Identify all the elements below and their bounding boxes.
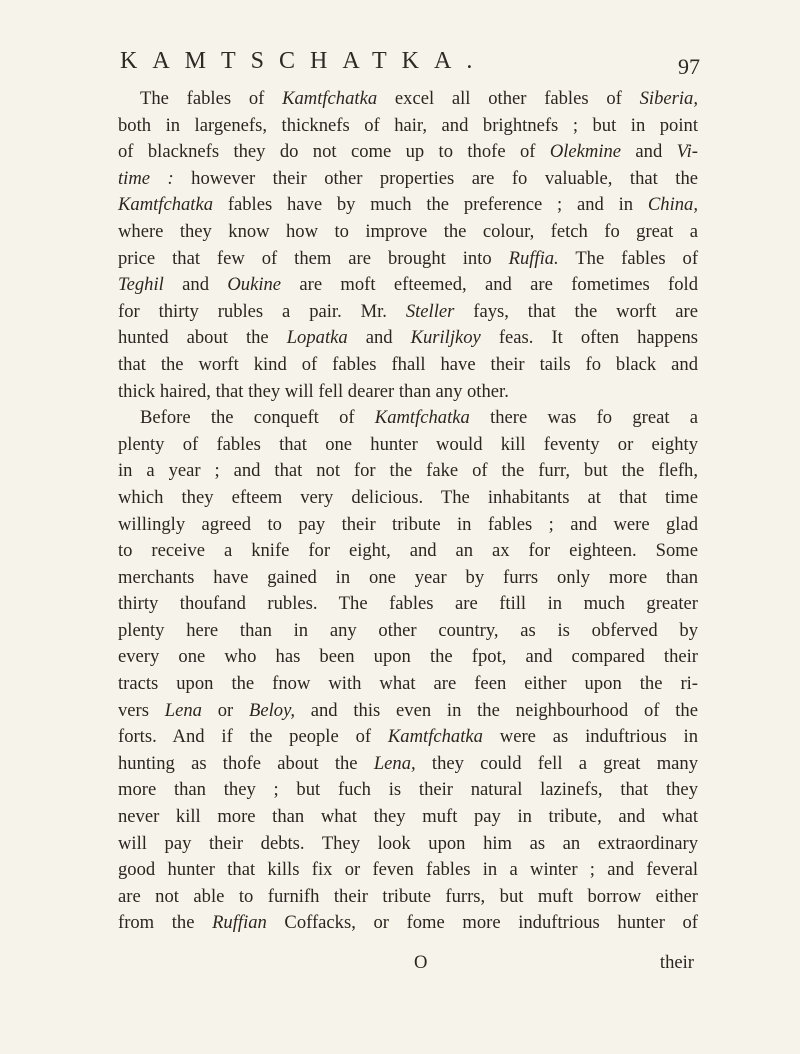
italic-text: Kamtfchatka: [374, 407, 470, 429]
italic-text: Ruffia.: [508, 247, 559, 269]
text-run: good hunter that kills fix or feven fables in a winter ; and feveral: [118, 859, 698, 881]
text-run: which they efteem very delicious. The inhabitants at that time: [118, 486, 698, 508]
text-run: there was fo great a: [469, 407, 698, 429]
text-run: hunted about the: [118, 327, 287, 349]
text-run: however their other properties are fo valuable, that the: [173, 167, 699, 189]
text-line: [118, 671, 698, 698]
text-run: fables have by much the preference ; and in: [213, 194, 648, 216]
text-line: [118, 618, 698, 645]
text-line: [118, 512, 698, 539]
text-run: hunting as thofe about the: [118, 752, 374, 774]
text-run: where they know how to improve the colour, fetch fo great a: [118, 220, 698, 242]
text-line: [118, 272, 698, 299]
text-line: [118, 724, 698, 751]
italic-text: Kamtfchatka: [387, 726, 483, 748]
text-line: [118, 325, 698, 352]
text-run: vers: [118, 699, 165, 721]
text-run: of blacknefs they do not come up to thofe of: [118, 141, 550, 163]
text-run: willingly agreed to pay their tribute in fables ; and were glad: [118, 513, 698, 535]
text-run: The fables of: [558, 247, 699, 269]
text-run: every one who has been upon the fpot, and compared their: [118, 646, 698, 668]
text-line: [118, 591, 698, 618]
running-head: KAMTSCHATKA.: [120, 48, 488, 74]
italic-text: Lena,: [373, 752, 416, 774]
text-run: were as induftrious in: [482, 726, 698, 748]
text-line: [118, 698, 698, 725]
text-run: that the worft kind of fables fhall have their tails fo black and: [118, 353, 698, 375]
signature-mark: O: [414, 952, 428, 973]
text-run: to receive a knife for eight, and an ax for eighteen. Some: [118, 540, 698, 562]
text-line: [118, 139, 698, 166]
text-run: The fables of: [140, 88, 283, 109]
text-run: and: [621, 141, 677, 163]
text-line: [118, 538, 698, 565]
text-line: [118, 831, 698, 858]
body-text: [118, 86, 698, 937]
page-number: 97: [678, 54, 700, 79]
page-header: [120, 44, 700, 84]
text-run: tracts upon the fnow with what are feen either upon the ri-: [118, 673, 698, 695]
italic-text: Teghil: [118, 274, 164, 296]
page-footer: [118, 952, 698, 978]
italic-text: Steller: [405, 300, 455, 322]
text-run: and: [163, 274, 228, 296]
text-line: [118, 432, 698, 459]
italic-text: Ruffian: [212, 912, 267, 934]
text-run: will pay their debts. They look upon him as an extraordinary: [118, 832, 698, 854]
text-run: forts. And if the people of: [118, 726, 388, 748]
text-line: [118, 192, 698, 219]
text-run: excel all other fables of: [377, 88, 640, 109]
text-line: [118, 458, 698, 485]
text-line: [118, 405, 698, 432]
text-run: Before the conqueft of: [140, 407, 375, 429]
text-line: [118, 166, 698, 193]
text-run: price that few of them are brought into: [118, 247, 509, 269]
text-line: [118, 857, 698, 884]
text-run: thick haired, that they will fell dearer than any other.: [118, 380, 509, 402]
text-run: both in largenefs, thicknefs of hair, and brightnefs ; but in point: [118, 114, 698, 136]
text-run: and this even in the neighbourhood of the: [294, 699, 698, 721]
italic-text: China,: [647, 194, 698, 216]
text-line: [118, 910, 698, 937]
text-line: [118, 246, 698, 273]
text-run: are moft efteemed, and are fometimes fold: [281, 274, 698, 296]
italic-text: Kamtfchatka: [282, 88, 378, 109]
text-run: never kill more than what they muft pay in tribute, and what: [118, 806, 698, 828]
text-run: they could fell a great many: [415, 752, 698, 774]
italic-text: Lopatka: [286, 327, 348, 349]
text-run: feas. It often happens: [480, 327, 699, 349]
catchword: their: [659, 952, 694, 973]
italic-text: time :: [118, 167, 174, 189]
italic-text: Kuriljkoy: [410, 327, 481, 349]
text-run: thirty thoufand rubles. The fables are ftill in much greater: [118, 593, 698, 615]
text-line: [118, 352, 698, 379]
text-line: [118, 219, 698, 246]
text-run: fays, that the worft are: [454, 300, 698, 322]
text-run: for thirty rubles a pair. Mr.: [118, 300, 406, 322]
text-line: [118, 777, 698, 804]
text-run: plenty of fables that one hunter would kill feventy or eighty: [118, 433, 698, 455]
text-run: are not able to furnifh their tribute furrs, but muft borrow either: [118, 885, 698, 907]
text-line: [118, 644, 698, 671]
text-run: from the: [118, 912, 213, 934]
text-run: plenty here than in any other country, as is obferved by: [118, 619, 698, 641]
text-line: [118, 86, 698, 113]
text-run: merchants have gained in one year by furrs only more than: [118, 566, 698, 588]
text-run: and: [347, 327, 411, 349]
italic-text: Beloy,: [249, 699, 295, 721]
text-line: [118, 485, 698, 512]
italic-text: Siberia,: [639, 88, 698, 109]
italic-text: Vi-: [676, 141, 698, 163]
italic-text: Kamtfchatka: [118, 194, 214, 216]
text-line: [118, 751, 698, 778]
text-line: [118, 804, 698, 831]
text-line: [118, 299, 698, 326]
text-line: [118, 113, 698, 140]
text-run: or: [201, 699, 250, 721]
text-line: [118, 565, 698, 592]
italic-text: Oukine: [227, 274, 282, 296]
text-line: [118, 884, 698, 911]
text-line: [118, 379, 698, 406]
text-run: Coffacks, or fome more induftrious hunter of: [266, 912, 698, 934]
text-run: more than they ; but fuch is their natural lazinefs, that they: [118, 779, 698, 801]
italic-text: Lena: [164, 699, 202, 721]
italic-text: Olekmine: [549, 141, 622, 163]
text-run: in a year ; and that not for the fake of the furr, but the flefh,: [118, 460, 698, 482]
